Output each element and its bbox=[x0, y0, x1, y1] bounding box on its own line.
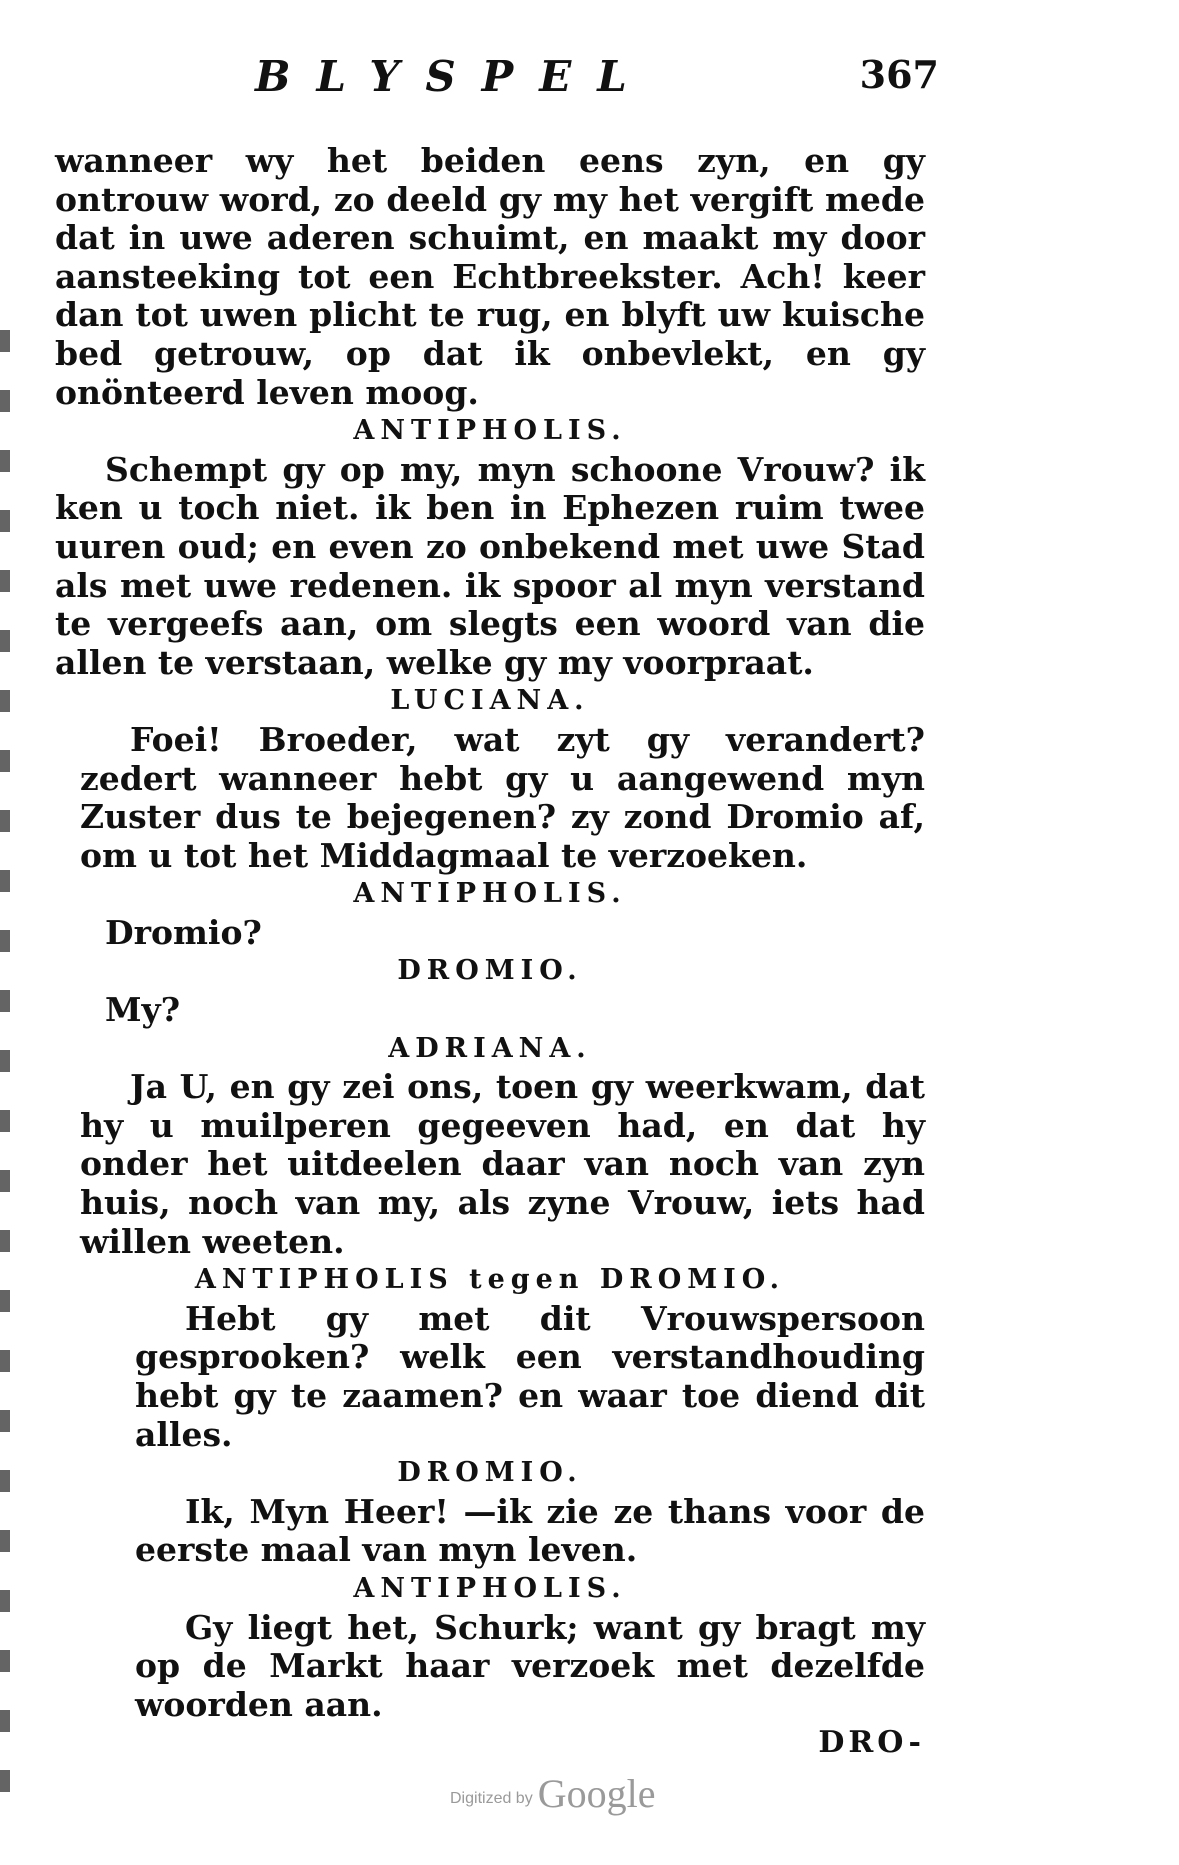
speaker-heading: ANTIPHOLIS. bbox=[353, 1572, 627, 1604]
dialogue-paragraph: Schempt gy op my, myn schoone Vrouw? ik ken u toch niet. ik ben in Ephezen ruim twee uuren oud; en even zo onbekend met uwe Stad als met uwe redenen. ik spoor al myn verstand te vergeefs aan, om slegts een woord van die allen te verstaan, welke gy my voorpraat. bbox=[55, 449, 925, 682]
digitized-watermark bbox=[450, 1770, 656, 1817]
dialogue-paragraph: Foei! Broeder, wat zyt gy verandert? zedert wanneer hebt gy u aangewend myn Zuster dus te bejegenen? zy zond Dromio af, om u tot het Middagmaal te verzoeken. bbox=[80, 719, 925, 875]
page-number: 367 bbox=[859, 52, 939, 97]
speaker-heading: LUCIANA. bbox=[390, 685, 590, 717]
speaker-heading: DROMIO. bbox=[397, 955, 583, 987]
speaker-heading: ADRIANA. bbox=[388, 1032, 592, 1064]
dialogue-paragraph: Dromio? bbox=[105, 912, 262, 952]
catchword: DRO- bbox=[818, 1725, 925, 1761]
running-title: BLYSPEL bbox=[255, 52, 653, 101]
speaker-heading: ANTIPHOLIS tegen DROMIO. bbox=[194, 1264, 786, 1296]
dialogue-paragraph: My? bbox=[105, 990, 181, 1030]
dialogue-paragraph: wanneer wy het beiden eens zyn, en gy ontrouw word, zo deeld gy my het vergift mede dat in uwe aderen schuimt, en maakt my door aansteeking tot een Echtbreekster. Ach! keer dan tot uwen plicht te rug, en blyft uw kuische bed getrouw, op dat ik onbevlekt, en gy onönteerd leven moog. bbox=[55, 141, 925, 412]
dialogue-paragraph: Gy liegt het, Schurk; want gy bragt my op de Markt haar verzoek met dezelfde woorden aan. bbox=[135, 1607, 925, 1724]
page-edge bbox=[0, 330, 10, 1830]
page-header bbox=[255, 52, 939, 102]
watermark-prefix: Digitized by bbox=[450, 1790, 533, 1807]
dialogue-paragraph: Hebt gy met dit Vrouwspersoon gesprooken? welk een verstandhouding hebt gy te zaamen? en waar toe diend dit alles. bbox=[135, 1298, 925, 1454]
page-body bbox=[55, 142, 925, 1763]
google-logo: Google bbox=[537, 1771, 656, 1816]
speaker-heading: ANTIPHOLIS. bbox=[353, 415, 627, 447]
speaker-heading: DROMIO. bbox=[397, 1457, 583, 1489]
dialogue-paragraph: Ik, Myn Heer! —ik zie ze thans voor de eerste maal van myn leven. bbox=[135, 1491, 925, 1570]
speaker-heading: ANTIPHOLIS. bbox=[353, 878, 627, 910]
dialogue-paragraph: Ja U, en gy zei ons, toen gy weerkwam, dat hy u muilperen gegeeven had, en dat hy onder het uitdeelen daar van noch van zyn huis, noch van my, als zyne Vrouw, iets had willen weeten. bbox=[80, 1067, 925, 1261]
